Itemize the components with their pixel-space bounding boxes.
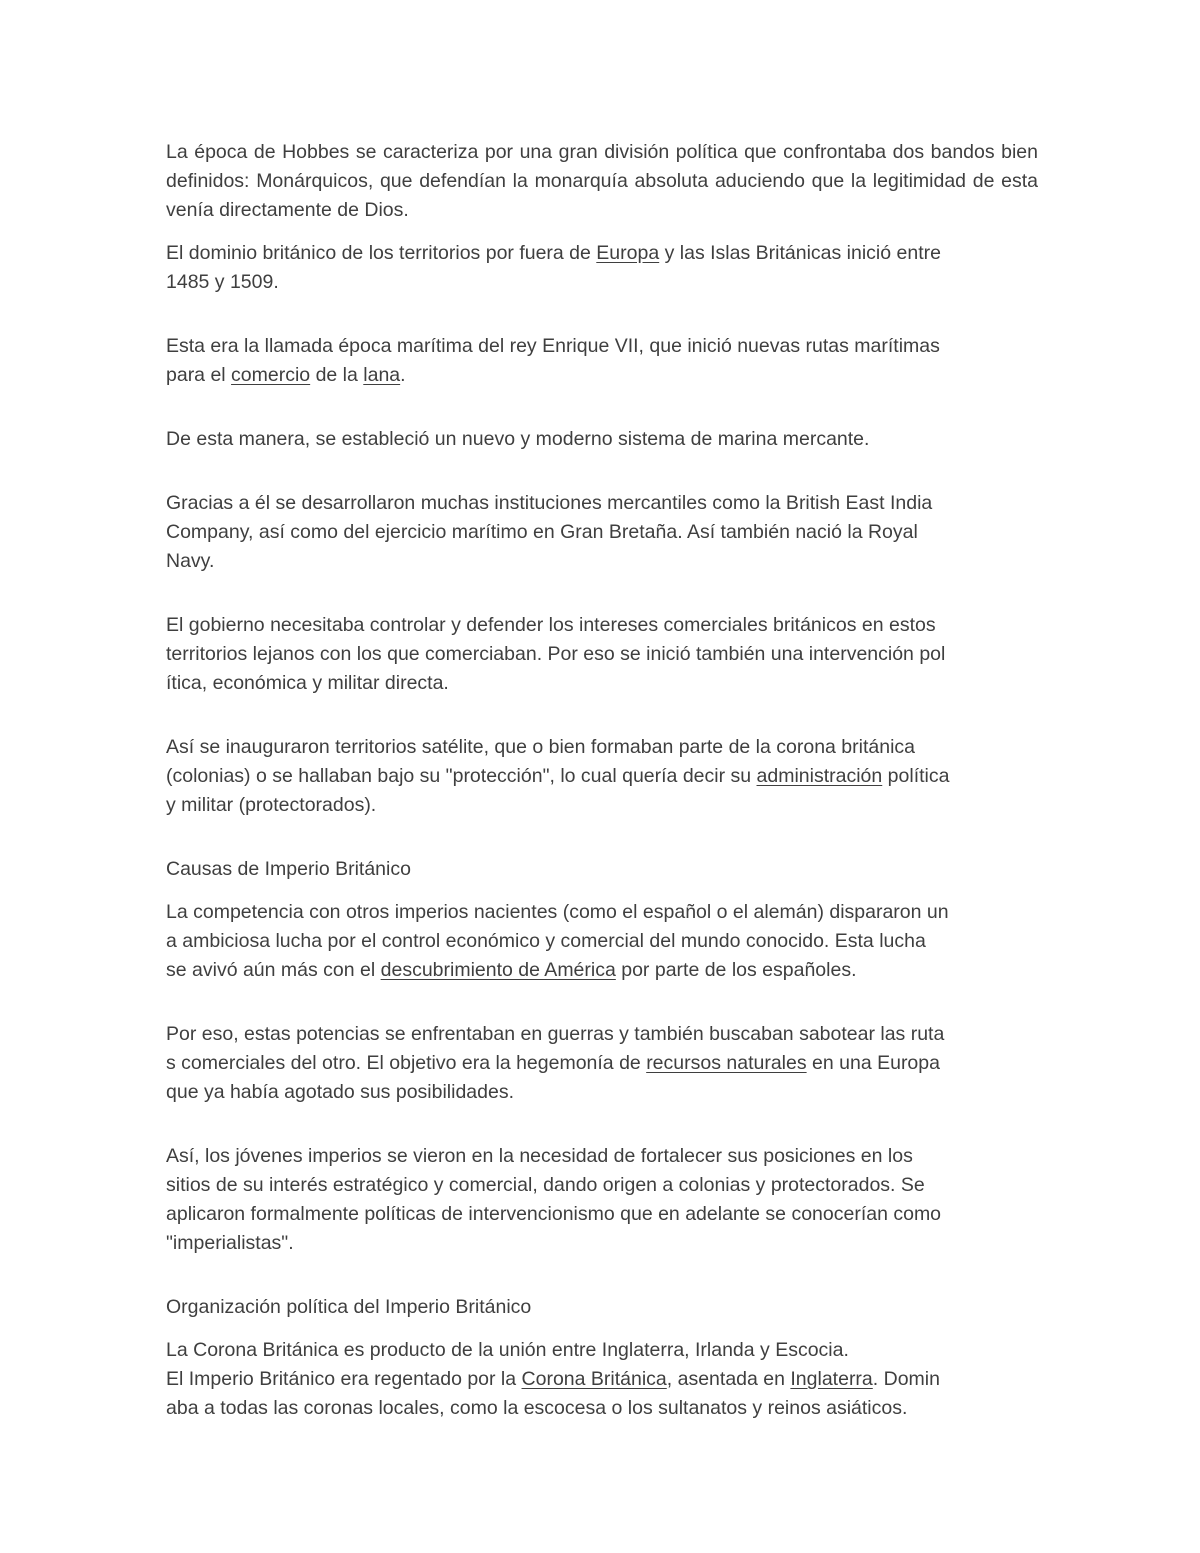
link-europa[interactable]: Europa <box>596 242 660 264</box>
text-run: . <box>400 364 406 386</box>
paragraph-corona: La Corona Británica es producto de la unión entre Inglaterra, Irlanda y Escocia. <box>166 1339 849 1361</box>
paragraph-competencia <box>166 898 1038 985</box>
paragraph-gobierno: El gobierno necesitaba controlar y defender los intereses comerciales británicos en estos territorios lejanos con los que comerciaban. Por eso se inició también una intervención pol ítica, económica y militar directa. <box>166 614 946 694</box>
link-administracion[interactable]: administración <box>756 765 883 787</box>
link-descubrimiento-america[interactable]: descubrimiento de América <box>380 959 616 981</box>
text-run: por parte de los españoles. <box>615 959 857 981</box>
text-run: en una Europa que ya había agotado sus posibilidades. <box>166 1052 940 1103</box>
text-run: El dominio británico de los territorios por fuera de <box>166 242 597 264</box>
paragraph-territorios-satelite <box>166 733 1038 820</box>
document-page <box>166 138 1038 1423</box>
text-run: política y militar (protectorados). <box>166 765 950 816</box>
paragraph-imperio-regentado <box>166 1365 1038 1423</box>
link-corona-britanica[interactable]: Corona Británica <box>521 1368 667 1390</box>
text-run: y las Islas Británicas inició entre 1485 y 1509. <box>166 242 941 293</box>
paragraph-potencias <box>166 1020 1038 1107</box>
text-run: Por eso, estas potencias se enfrentaban en guerras y también buscaban sabotear las ruta s comerciales del otro. El objetivo era la hegemonía de <box>166 1023 945 1074</box>
text-run: El Imperio Británico era regentado por la <box>166 1368 522 1390</box>
text-run: Así se inauguraron territorios satélite, que o bien formaban parte de la corona británica (colonias) o se hallaban bajo su "protección", lo cual quería decir su <box>166 736 916 787</box>
text-run: , asentada en <box>666 1368 791 1390</box>
paragraph-jovenes-imperios: Así, los jóvenes imperios se vieron en la necesidad de fortalecer sus posiciones en los sitios de su interés estratégico y comercial, dando origen a colonias y protectorados. Se aplicaron formalmente políticas de intervencionismo que en adelante se conocerían como "imperialistas". <box>166 1145 942 1254</box>
text-run: de la <box>310 364 364 386</box>
paragraph-epoca-maritima <box>166 332 1038 390</box>
text-run: . Domin aba a todas las coronas locales, como la escocesa o los sultanatos y reinos asiáticos. <box>166 1368 940 1419</box>
heading-causas: Causas de Imperio Británico <box>166 858 411 880</box>
paragraph-marina-mercante: De esta manera, se estableció un nuevo y moderno sistema de marina mercante. <box>166 428 870 450</box>
link-inglaterra[interactable]: Inglaterra <box>790 1368 873 1390</box>
text-run: Esta era la llamada época marítima del rey Enrique VII, que inició nuevas rutas marítimas para el <box>166 335 940 386</box>
link-recursos-naturales[interactable]: recursos naturales <box>646 1052 807 1074</box>
paragraph-instituciones: Gracias a él se desarrollaron muchas instituciones mercantiles como la British East India Company, así como del ejercicio marítimo en Gran Bretaña. Así también nació la Royal Navy. <box>166 492 933 572</box>
paragraph-dominio-britanico <box>166 239 1038 297</box>
text-run: La competencia con otros imperios nacientes (como el español o el alemán) dispararon un a ambiciosa lucha por el control económico y comercial del mundo conocido. Esta lucha se avivó aún más con el <box>166 901 949 981</box>
heading-organizacion: Organización política del Imperio Británico <box>166 1296 532 1318</box>
paragraph-hobbes: La época de Hobbes se caracteriza por una gran división política que confrontaba dos bandos bien definidos: Monárquicos, que defendían la monarquía absoluta aduciendo que la legitimidad de esta venía directamente de Dios. <box>166 141 1038 221</box>
link-comercio[interactable]: comercio <box>231 364 311 386</box>
link-lana[interactable]: lana <box>363 364 401 386</box>
